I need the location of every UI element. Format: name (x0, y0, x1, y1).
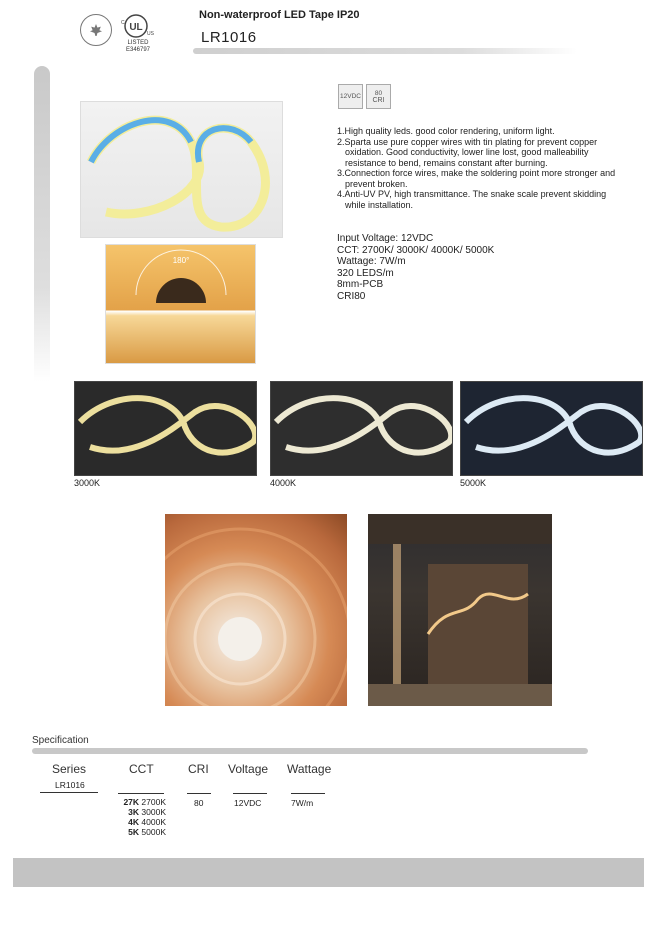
model-title: LR1016 (201, 29, 257, 46)
col-head-voltage: Voltage (228, 762, 269, 776)
cct-row: 4K 4000K (128, 817, 166, 827)
wall-lighting-photo (368, 514, 552, 706)
cct-label: 5000K (460, 478, 487, 488)
ul-us-mark: US (147, 31, 154, 37)
header-divider (193, 48, 577, 54)
svg-text:UL: UL (129, 22, 143, 33)
series-value: LR1016 (55, 780, 85, 790)
spec-summary (337, 233, 494, 302)
spec-line: Input Voltage: 12VDC (337, 233, 434, 244)
feature-item: 3.Connection force wires, make the soldering point more stronger and prevent broken. (337, 168, 616, 189)
feature-item: 1.High quality leds. good color rendering, uniform light. (337, 126, 555, 136)
cri-underline (187, 793, 211, 794)
voltage-badge: 12VDC (338, 84, 363, 109)
wattage-underline (291, 793, 325, 794)
ul-listed-text (118, 40, 158, 54)
col-head-cri: CRI (188, 762, 209, 776)
footer-bar (13, 858, 644, 887)
spiral-stairs-photo (165, 514, 347, 706)
feature-list (337, 126, 622, 210)
cct-list (114, 797, 166, 837)
col-head-cct: CCT (129, 762, 154, 776)
cct-row: 27K 2700K (123, 797, 166, 807)
voltage-value: 12VDC (234, 798, 262, 808)
cct-4000k-photo (270, 381, 453, 476)
wattage-value: 7W/m (291, 798, 314, 808)
spec-line: CCT: 2700K/ 3000K/ 4000K/ 5000K (337, 244, 495, 256)
series-underline (40, 792, 98, 793)
col-head-series: Series (52, 762, 87, 776)
led-tape-photo (80, 101, 283, 238)
csa-cert-logo (80, 14, 112, 46)
ul-listed-label: LISTED (127, 40, 149, 46)
spec-line: 8mm-PCB (337, 279, 384, 290)
cct-label: 4000K (270, 478, 297, 488)
cri-badge-label: CRI (372, 96, 385, 104)
cri-value: 80 (194, 798, 204, 808)
feature-item: 4.Anti-UV PV, high transmittance. The snake scale prevent skidding while installation. (337, 189, 607, 210)
doc-heading: Non-waterproof LED Tape IP20 (199, 9, 360, 21)
maple-leaf-icon (90, 24, 102, 36)
cct-label: 3000K (74, 478, 101, 488)
spec-line: CRI80 (337, 290, 366, 302)
ul-logo (118, 13, 154, 41)
cct-row: 3K 3000K (128, 807, 166, 817)
cct-row: 5K 5000K (128, 827, 166, 837)
feature-item: 2.Sparta use pure copper wires with tin plating for prevent copper oxidation. Good conductivity, lower line lost, good malleability resistance to bend, remains constant after burning. (337, 136, 598, 168)
specification-title: Specification (32, 735, 89, 746)
cct-5000k-photo (460, 381, 643, 476)
cri-badge-value: 80 (374, 89, 383, 97)
col-head-wattage: Wattage (287, 762, 332, 776)
specification-divider (32, 748, 588, 754)
ul-file-number: E346797 (125, 47, 151, 53)
voltage-underline (233, 793, 267, 794)
side-decor-bar (34, 66, 50, 382)
spec-line: 320 LEDS/m (337, 267, 394, 279)
bend-180-photo (105, 244, 256, 364)
cri-badge (366, 84, 391, 109)
bend-angle-label: 180° (172, 256, 190, 265)
cct-3000k-photo (74, 381, 257, 476)
cct-underline (118, 793, 164, 794)
spec-line: Wattage: 7W/m (337, 256, 406, 267)
ul-c-mark: C (121, 20, 125, 26)
